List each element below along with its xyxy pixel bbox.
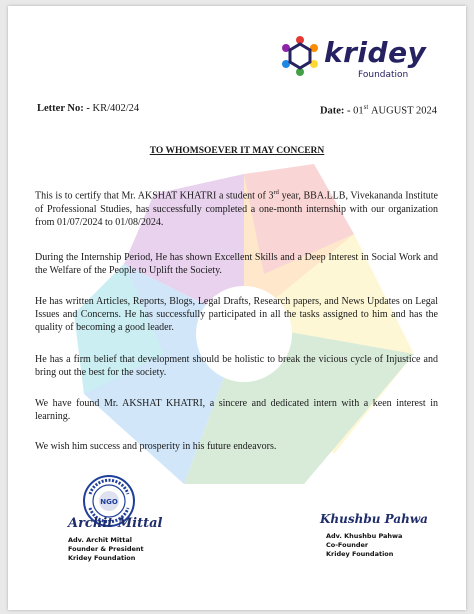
signature-archit-mittal: Archit Mittal [68,516,163,531]
signatory-left-org: Kridey Foundation [68,554,136,562]
letter-number-label: Letter No: - [37,103,90,114]
paragraph-work-done: He has written Articles, Reports, Blogs, Legal Drafts, Research papers, and News Updates on Legal Issues and Concerns. He has successfully participated in all the tasks assigned to him and has the quality of becoming a good leader. [35,296,438,334]
date-day: 01 [353,105,364,117]
logo-wordmark: kridey [324,36,427,69]
date-suffix: st [363,103,369,111]
signatory-right-org: Kridey Foundation [326,550,394,558]
signatory-left [68,536,144,563]
p1-ordinal: rd [273,189,279,196]
letter-date [320,103,437,117]
p1-end: year, BBA.LLB, Vivekananda Institute of Professional Studies, has successfully completed a one-month internship with our organization from 01/07/2024 to 01/08/2024. [35,190,438,228]
signatory-right-role: Co-Founder [326,541,369,549]
svg-text:NGO: NGO [100,498,118,506]
date-month-year: AUGUST 2024 [370,105,437,117]
logo-subtitle: Foundation [358,70,409,80]
paragraph-belief: He has a firm belief that development should be holistic to break the vicious cycle of Injustice and bring out the best for the society. [35,354,438,379]
signatory-right [326,532,402,559]
letter-number [37,103,139,114]
date-label: Date: - [319,105,351,117]
signature-khushbu-pahwa: Khushbu Pahwa [320,512,428,526]
signatory-left-name: Adv. Archit Mittal [68,536,132,544]
kridey-logo [278,34,438,90]
letter-number-value: KR/402/24 [92,103,140,114]
paragraph-certification [35,186,438,229]
paragraph-wishes: We wish him success and prosperity in his future endeavors. [35,441,277,452]
letter-subject: TO WHOMSOEVER IT MAY CONCERN [149,146,325,156]
kridey-logo-icon [278,34,322,78]
letter-page [8,6,466,610]
paragraph-internship-period: During the Internship Period, He has shown Excellent Skills and a Deep Interest in Social Work and the Welfare of the People to Uplift the Society. [35,252,438,277]
p1-start: This is to certify that Mr. AKSHAT KHATRI a student of 3 [35,190,274,202]
signatory-right-name: Adv. Khushbu Pahwa [326,532,403,540]
signatory-left-role: Founder & President [68,545,144,553]
paragraph-assessment: We have found Mr. AKSHAT KHATRI, a sincere and dedicated intern with a keen interest in learning. [35,398,438,423]
